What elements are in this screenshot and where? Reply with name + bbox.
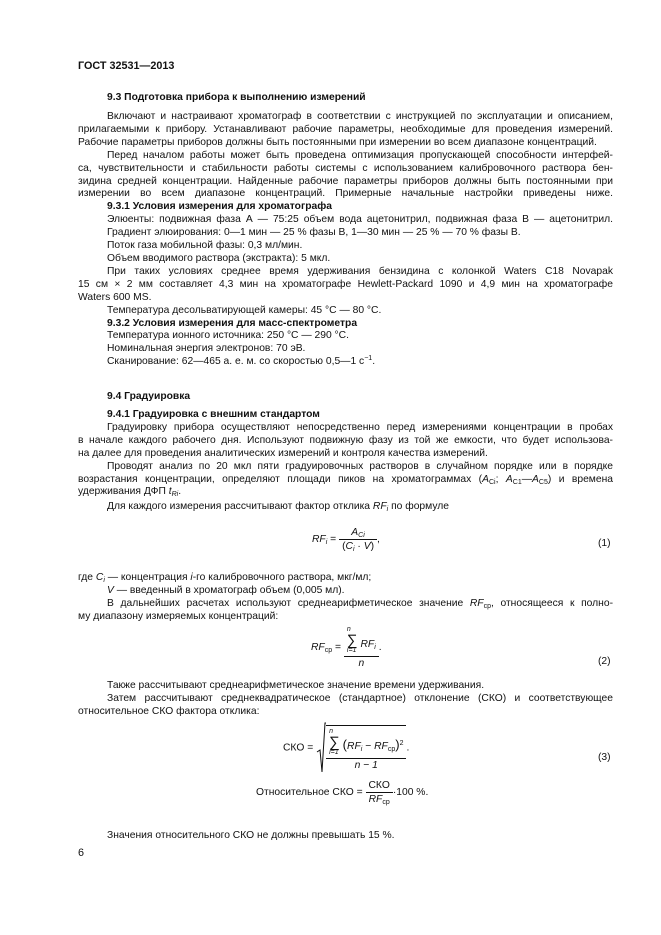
scan-line: Сканирование: 62—465 а. е. м. со скоростью 0,5—1 $с^{-1}$. [107,355,376,368]
equation-1-number: (1) [598,538,611,549]
text-line: Waters 600 MS. [78,291,152,303]
equation-2-fraction: n ∑ i=1 $RF_i$ n [344,626,379,669]
text-line: возрастания концентрации, определяют площади пиков на хроматограммах ($A_{Ci}$; $A_{C1}—A_{C5}$) и времена [78,473,614,486]
equation-relative-sko: Относительное СКО = $\frac{\text{СКО}}{RF_{ср}}$ ·100 %. [256,780,429,806]
text-line: В дальнейших расчетах используют среднеарифметическое значение $RF_{ср}$, относящееся к полно- [107,598,614,610]
sqrt-sign-icon [316,722,326,774]
text-line: Температура десольватирующей камеры: 45 °C — 80 °C. [107,304,382,316]
equation-3: СКО = n ∑ i=1 $(RF_i - RF_{ср})^2$ n − 1 . [283,722,409,774]
equation-3-number: (3) [598,752,611,763]
text-line: удерживания ДФП $t_{Ri}$. [78,486,182,499]
text-line: Градуировку прибора осуществляют непосредственно перед измерениями концентрации в пробах [107,421,613,433]
text-line: При таких условиях среднее время удерживания бензидина с колонкой Waters C18 Novapak [107,265,613,277]
text-line: Температура ионного источника: 250 °C — 290 °C. [107,330,349,342]
text-line: на далее для проведения аналитических измерений и контроля качества измерений. [78,447,488,459]
text-line: са, чувствительности и стабильности работы системы с использованием калибровочного раствора бен- [78,162,613,174]
section-title-9-3: 9.3 Подготовка прибора к выполнению измерений [107,92,366,103]
relative-sko-fraction: $\frac{\text{СКО}}{RF_{ср}}$ [366,780,393,805]
text-line: Элюенты: подвижная фаза А — 75:25 объем вода ацетонитрил, подвижная фаза В — ацетонитрил. [107,214,613,226]
text-line: Проводят анализ по 20 мкл пяти градуировочных растворов в случайном порядке или в порядке [107,460,613,472]
subsection-title-9-3-2: 9.3.2 Условия измерения для масс-спектрометра [107,317,358,329]
equation-1-fraction: $\frac{A_{Ci}}{(C_i \cdot V)}$ [339,527,377,552]
text-line: Включают и настраивают хроматограф в соответствии с инструкцией по эксплуатации и описанием, [107,111,613,122]
where-line-2: V — введенный в хроматограф объем (0,005 мл). [107,585,345,596]
equation-2: $RF_{ср}$ = n ∑ i=1 $RF_i$ n . [311,626,382,669]
text-line: Градиент элюирования: 0—1 мин — 25 % фазы В, 1—30 мин — 25 % — 70 % фазы В. [107,227,521,239]
text-line: му диапазону измеряемых концентраций: [78,610,279,622]
text-line: прилагаемыми к прибору. Устанавливают рабочие параметры, необходимые для проведения измерений. [78,123,613,135]
text-line: Для каждого измерения рассчитывают фактор отклика $RF_i$ по формуле [107,501,450,514]
text-line: Также рассчитывают среднеарифметическое значение времени удерживания. [107,680,485,691]
text-line: Рабочие параметры приборов должны быть постоянными при измерении во всем диапазоне концентраций. [78,136,597,148]
text-line: Затем рассчитывают среднеквадратическое (стандартное) отклонение (СКО) и соответствующее [107,692,613,704]
text-line: измерении во всем диапазоне концентраций. Примерные начальные настройки приведены ниже. [78,188,613,200]
section-9-3 [78,92,613,105]
equation-3-fraction: n ∑ i=1 $(RF_i - RF_{ср})^2$ n − 1 [326,728,406,771]
equation-1: $RF_i$ = $\frac{A_{Ci}}{(C_i \cdot V)}$ , [312,527,380,553]
text-line: Поток газа мобильной фазы: 0,3 мл/мин. [107,240,303,252]
equation-2-number: (2) [598,656,611,667]
text-line: зидина средней концентрации. Найденные рабочие параметры приборов должны быть постоянными при [78,175,613,187]
text-line: 15 см × 2 мм составляет 4,3 мин на хроматографе Hewlett-Packard 1090 и 4,9 мин на хроматографе [78,278,613,290]
text-line: Номинальная энергия электронов: 70 эВ. [107,343,306,355]
page-number: 6 [78,847,85,859]
subsection-title-9-4-1: 9.4.1 Градуировка с внешним стандартом [107,409,320,420]
where-line-1: где $C_i$ — концентрация i-го калибровочного раствора, мкг/мл; [78,572,372,584]
text-line: относительное СКО фактора отклика: [78,705,260,717]
section-9-4-body [78,409,613,514]
section-9-4 [78,391,613,404]
final-note: Значения относительного СКО не должны превышать 15 %. [107,830,395,841]
mean-paragraph [78,598,613,624]
subsection-title-9-3-1: 9.3.1 Условия измерения для хроматографа [107,201,333,213]
text-line: в начале каждого рабочего дня. Используют подвижную фазу из той же емкости, что будет использова- [78,434,613,446]
document-header: ГОСТ 32531—2013 [78,60,175,72]
text-line: Объем вводимого раствора (экстракта): 5 мкл. [107,252,331,264]
section-title-9-4: 9.4 Градуировка [107,391,191,402]
paragraph-9-3-1 [78,111,613,369]
text-line: Перед началом работы может быть проведена оптимизация пропускающей способности интерфей- [107,149,613,161]
sko-paragraph [78,680,613,719]
